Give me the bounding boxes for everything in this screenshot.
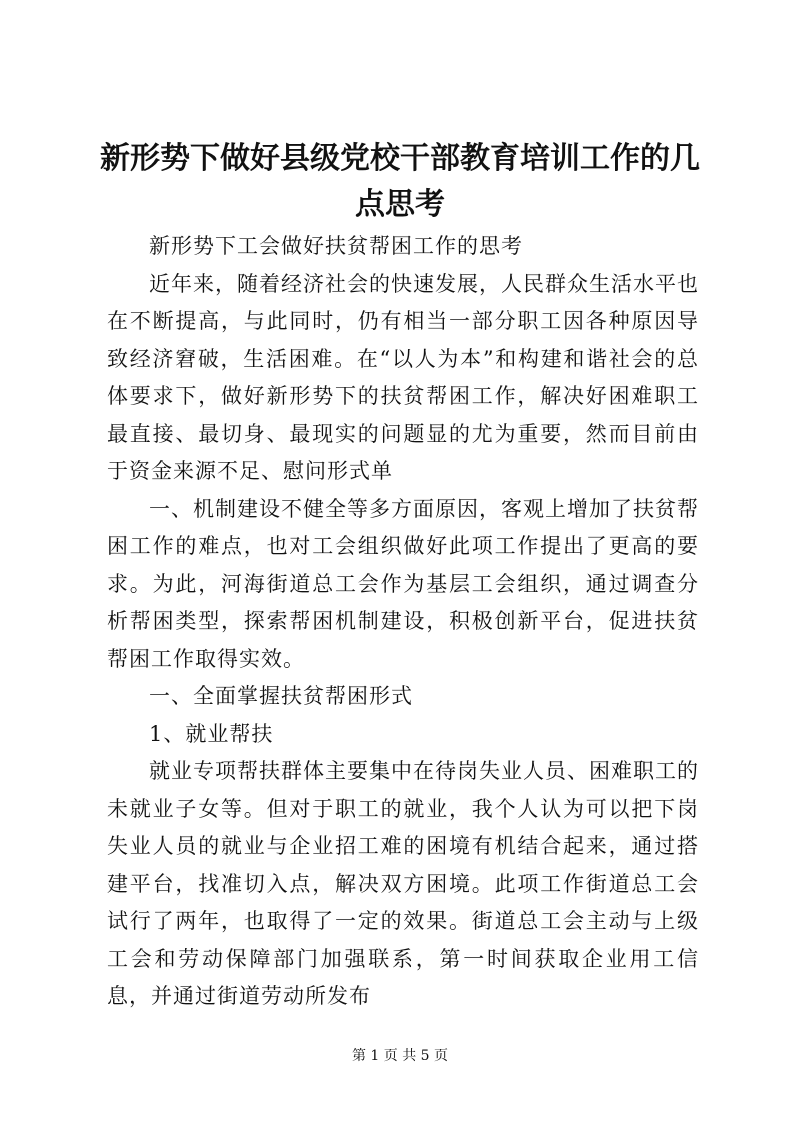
paragraph: 近年来，随着经济社会的快速发展，人民群众生活水平也在不断提高，与此同时，仍有相当一部分职工因各种原因导致经济窘破，生活困难。在“以人为本”和构建和谐社会的总体要求下，做好新形势下的扶贫帮困工作，解决好困难职工最直接、最切身、最现实的问题显的尤为重要，然而目前由于资金来源不足、慰问形式单 <box>107 271 699 483</box>
document-title: 新形势下做好县级党校干部教育培训工作的几点思考 <box>100 141 700 222</box>
subsection-heading: 1、就业帮扶 <box>149 721 274 746</box>
paragraph: 就业专项帮扶群体主要集中在待岗失业人员、困难职工的未就业子女等。但对于职工的就业，我个人认为可以把下岗失业人员的就业与企业招工难的困境有机结合起来，通过搭建平台，找准切入点，解决双方困境。此项工作街道总工会试行了两年，也取得了一定的效果。街道总工会主动与上级工会和劳动保障部门加强联系，第一时间获取企业用工信息，并通过街道劳动所发布 <box>107 759 699 1008</box>
document-body <box>107 228 699 1016</box>
section-heading: 一、全面掌握扶贫帮困形式 <box>149 684 413 708</box>
paragraph: 一、机制建设不健全等多方面原因，客观上增加了扶贫帮困工作的难点，也对工会组织做好此项工作提出了更高的要求。为此，河海街道总工会作为基层工会组织，通过调查分析帮困类型，探索帮困机制建设，积极创新平台，促进扶贫帮困工作取得实效。 <box>107 496 699 671</box>
paragraph-subtitle: 新形势下工会做好扶贫帮困工作的思考 <box>149 234 523 258</box>
page-footer: 第 1 页 共 5 页 <box>351 1048 449 1064</box>
